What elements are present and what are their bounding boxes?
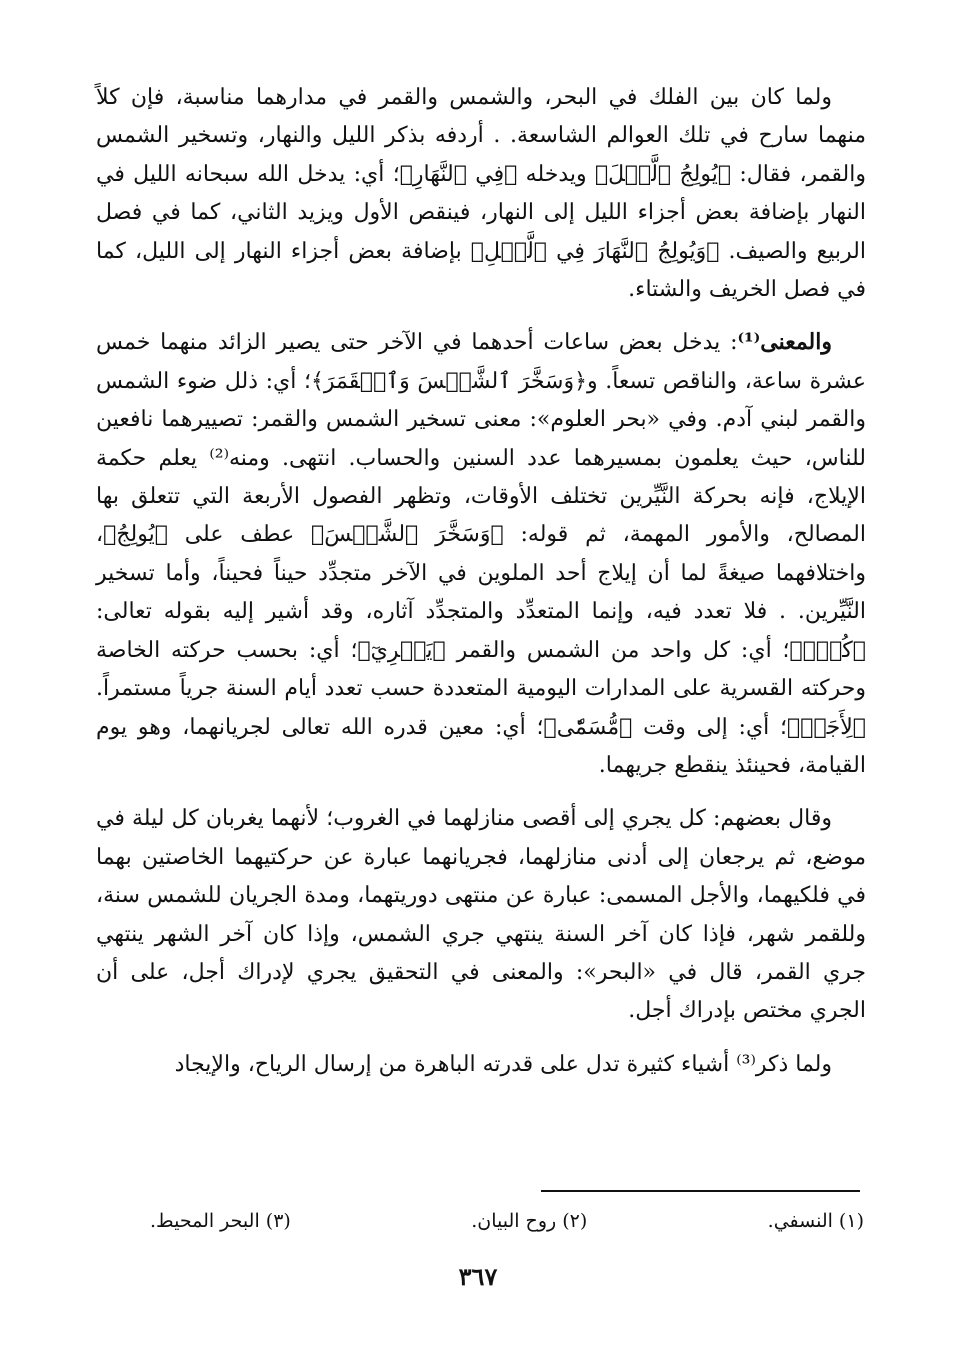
paragraph-2-lead: والمعنى⁽¹⁾ (737, 329, 832, 356)
footnote-3: (٣) البحر المحيط. (150, 1210, 291, 1232)
paragraph-4 (96, 1045, 866, 1084)
page-body (96, 78, 866, 1084)
paragraph-2 (96, 323, 866, 785)
footnote-divider (541, 1190, 860, 1192)
footnote-2: (٢) روح البيان. (471, 1210, 588, 1232)
paragraph-1-text: ولما كان بين الفلك في البحر، والشمس والقمر في مدارهما مناسبة، فإن كلاً منهما سارح في تلك العوالم الشاسعة. . أردفه بذكر الليل والنهار، وتسخير الشمس والقمر، فقال: ﴿يُولِجُ ٱلَّيۡلَ﴾ ويدخله ﴿فِي ٱلنَّهَارِ﴾؛ أي: يدخل الله سبحانه الليل في النهار بإضافة بعض أجزاء الليل إلى النهار، فينقص الأول ويزيد الثاني، كما في فصل الربيع والصيف. ﴿وَيُولِجُ ٱلنَّهَارَ فِي ٱلَّيۡلِ﴾ بإضافة بعض أجزاء النهار إلى الليل، كما في فصل الخريف والشتاء. (96, 85, 866, 303)
page-number: ٣٦٧ (458, 1262, 498, 1291)
footnotes (150, 1206, 864, 1236)
paragraph-3 (96, 799, 866, 1030)
paragraph-3-text: وقال بعضهم: كل يجري إلى أقصى منازلهما في الغروب؛ لأنهما يغربان كل ليلة في موضع، ثم يرجعان إلى أدنى منازلهما، فجريانهما عبارة عن حركتيهما الخاصتين بهما في فلكيهما، والأجل المسمى: عبارة عن منتهى دوريتهما، ومدة الجريان للشمس سنة، وللقمر شهر، فإذا كان آخر السنة ينتهي جري الشمس، وإذا كان آخر الشهر ينتهي جري القمر، قال في «البحر»: والمعنى في التحقيق يجري لإدراك أجل، على أن الجري مختص بإدراك أجل. (96, 806, 866, 1024)
footnote-1: (١) النسفي. (767, 1210, 864, 1232)
paragraph-4-text: ولما ذكر⁽³⁾ أشياء كثيرة تدل على قدرته الباهرة من إرسال الرياح، والإيجاد (174, 1051, 832, 1077)
paragraph-2-text: : يدخل بعض ساعات أحدهما في الآخر حتى يصير الزائد منهما خمس عشرة ساعة، والناقص تسعاً. و﴿وَسَخَّرَ ٱلشَّمۡسَ وَٱلۡقَمَرَ﴾؛ أي: ذلل ضوء الشمس والقمر لبني آدم. وفي «بحر العلوم»: معنى تسخير الشمس والقمر: تصييرهما نافعين للناس، حيث يعلمون بمسيرهما عدد السنين والحساب. انتهى. ومنه⁽²⁾ يعلم حكمة الإيلاج، فإنه بحركة النَّيِّرين تختلف الأوقات، وتظهر الفصول الأربعة التي تتعلق بها المصالح، والأمور المهمة، ثم قوله: ﴿وَسَخَّرَ ٱلشَّمۡسَ﴾ عطف على ﴿يُولِجُ﴾، واختلافهما صيغةً لما أن إيلاج أحد الملوين في الآخر متجدِّد حيناً فحيناً، وأما تسخير النَّيِّرين. . فلا تعدد فيه، وإنما المتعدِّد والمتجدِّد آثاره، وقد أشير إليه بقوله تعالى: ﴿كُلّٞ﴾؛ أي: كل واحد من الشمس والقمر ﴿يَجۡرِيٓ﴾؛ أي: بحسب حركته الخاصة وحركته القسرية على المدارات اليومية المتعددة حسب تعدد أيام السنة جرياً مستمراً. ﴿لِأَجَلٖ﴾؛ أي: إلى وقت ﴿مُّسَمّٗى﴾؛ أي: معين قدره الله تعالى لجريانهما، وهو يوم القيامة، فحينئذ ينقطع جريهما. (96, 330, 866, 778)
paragraph-1 (96, 78, 866, 309)
